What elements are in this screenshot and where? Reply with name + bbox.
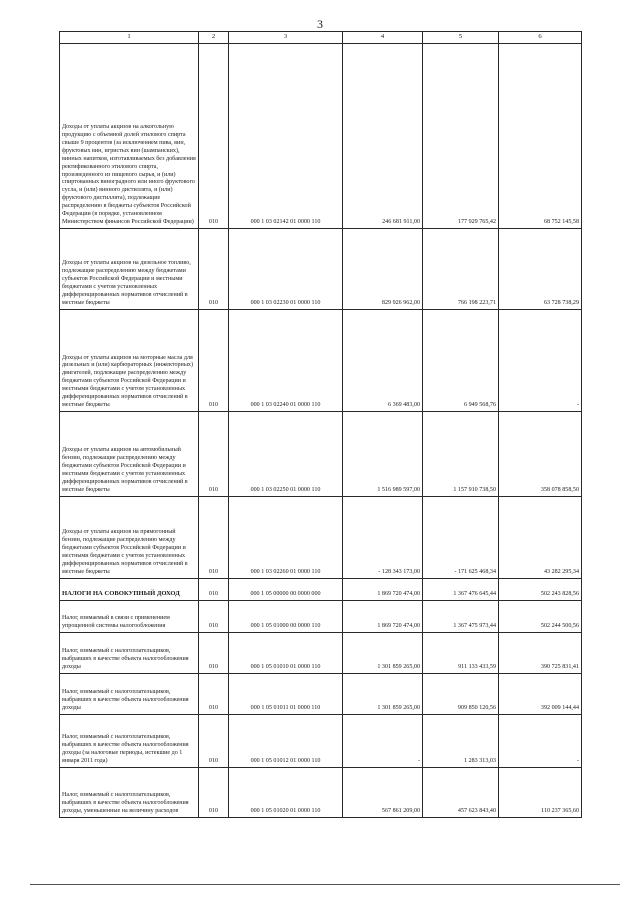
table-row — [60, 768, 582, 818]
row-budget-code: 000 1 05 01010 01 0000 110 — [229, 633, 343, 674]
row-value-col6: 502 243 828,56 — [499, 579, 582, 601]
row-value-col6: 43 282 295,34 — [499, 497, 582, 579]
page-bottom-rule — [30, 884, 620, 885]
row-value-col5: 177 929 765,42 — [423, 44, 499, 229]
table-row — [60, 674, 582, 715]
row-line-code: 010 — [199, 674, 229, 715]
row-value-col6: 390 725 831,41 — [499, 633, 582, 674]
row-value-col5: 1 367 475 973,44 — [423, 601, 499, 633]
header-col-5: 5 — [423, 32, 499, 44]
row-name: Доходы от уплаты акцизов на дизельное топливо, подлежащие распределению между бюджетами субъектов Российской Федерации и местными бюджетами с учетом установленных дифференцированных нормативов отчислений в местные бюджеты — [60, 229, 199, 310]
table-row — [60, 310, 582, 412]
row-budget-code: 000 1 05 01012 01 0000 110 — [229, 715, 343, 768]
row-name: Налог, взимаемый с налогоплательщиков, выбравших в качестве объекта налогообложения доходы — [60, 633, 199, 674]
row-value-col5: 457 623 843,40 — [423, 768, 499, 818]
row-name: Налог, взимаемый с налогоплательщиков, выбравших в качестве объекта налогообложения доходы (за налоговые периоды, истекшие до 1 января 2011 года) — [60, 715, 199, 768]
header-col-1: 1 — [60, 32, 199, 44]
row-value-col5: 909 850 120,56 — [423, 674, 499, 715]
row-value-col5: 6 949 568,76 — [423, 310, 499, 412]
row-line-code: 010 — [199, 768, 229, 818]
table-row — [60, 633, 582, 674]
page-number: 3 — [317, 17, 323, 31]
row-value-col6: 110 237 365,60 — [499, 768, 582, 818]
row-budget-code: 000 1 03 02250 01 0000 110 — [229, 412, 343, 497]
row-value-col6: 63 728 738,29 — [499, 229, 582, 310]
row-value-col4: 1 516 989 597,00 — [343, 412, 423, 497]
row-value-col4: 6 369 483,00 — [343, 310, 423, 412]
header-col-6: 6 — [499, 32, 582, 44]
table-row — [60, 44, 582, 229]
header-col-2: 2 — [199, 32, 229, 44]
row-value-col5: - 171 625 468,34 — [423, 497, 499, 579]
row-name: Налог, взимаемый с налогоплательщиков, выбравших в качестве объекта налогообложения доходы, уменьшенные на величину расходов — [60, 768, 199, 818]
row-budget-code: 000 1 05 00000 00 0000 000 — [229, 579, 343, 601]
row-line-code: 010 — [199, 412, 229, 497]
row-line-code: 010 — [199, 497, 229, 579]
row-value-col5: 766 198 223,71 — [423, 229, 499, 310]
row-value-col4: 1 301 859 265,00 — [343, 674, 423, 715]
header-row — [60, 32, 582, 44]
row-value-col4: 1 869 720 474,00 — [343, 579, 423, 601]
table-row — [60, 579, 582, 601]
row-name: Налог, взимаемый в связи с применением упрощенной системы налогообложения — [60, 601, 199, 633]
row-value-col6: - — [499, 715, 582, 768]
row-value-col5: 1 157 910 738,50 — [423, 412, 499, 497]
header-col-4: 4 — [343, 32, 423, 44]
header-col-3: 3 — [229, 32, 343, 44]
row-line-code: 010 — [199, 579, 229, 601]
row-name: Доходы от уплаты акцизов на моторные масла для дизельных и (или) карбюраторных (инжекторных) двигателей, подлежащие распределению между бюджетами субъектов Российской Федерации и местными бюджетами с учетом установленных дифференцированных нормативов отчислений в местные бюджеты — [60, 310, 199, 412]
table-row — [60, 497, 582, 579]
row-line-code: 010 — [199, 310, 229, 412]
table-row — [60, 229, 582, 310]
row-value-col4: 246 681 911,00 — [343, 44, 423, 229]
row-budget-code: 000 1 05 01011 01 0000 110 — [229, 674, 343, 715]
row-value-col6: 392 009 144,44 — [499, 674, 582, 715]
row-budget-code: 000 1 03 02240 01 0000 110 — [229, 310, 343, 412]
row-budget-code: 000 1 03 02230 01 0000 110 — [229, 229, 343, 310]
row-name: Доходы от уплаты акцизов на алкогольную продукцию с объемной долей этилового спирта свыше 9 процентов (за исключением пива, вин, фруктовых вин, игристых вин (шампанских), винных напитков, изготавливаемых без добавления ректификованного этилового спирта, произведенного из пищевого сырья, и (или) спиртованных виноградного или иного фруктового сусла, и (или) винного дистиллята, и (или) фруктового дистиллята), подлежащие распределению в бюджеты субъектов Российской Федерации (в порядке, установленном Министерством финансов Российской Федерации) — [60, 44, 199, 229]
row-budget-code: 000 1 03 02142 01 0000 110 — [229, 44, 343, 229]
row-line-code: 010 — [199, 44, 229, 229]
table-row — [60, 601, 582, 633]
row-budget-code: 000 1 05 01000 00 0000 110 — [229, 601, 343, 633]
row-value-col4: 567 861 209,00 — [343, 768, 423, 818]
row-value-col6: 358 078 858,50 — [499, 412, 582, 497]
row-value-col6: 502 244 500,56 — [499, 601, 582, 633]
row-budget-code: 000 1 03 02260 01 0000 110 — [229, 497, 343, 579]
row-name: Доходы от уплаты акцизов на автомобильный бензин, подлежащие распределению между бюджетами субъектов Российской Федерации и местными бюджетами с учетом установленных дифференцированных нормативов отчислений в местные бюджеты — [60, 412, 199, 497]
row-name: Налог, взимаемый с налогоплательщиков, выбравших в качестве объекта налогообложения доходы — [60, 674, 199, 715]
table-row — [60, 715, 582, 768]
row-value-col4: 829 926 962,00 — [343, 229, 423, 310]
table-header — [60, 32, 582, 44]
row-value-col4: - — [343, 715, 423, 768]
row-value-col4: 1 301 859 265,00 — [343, 633, 423, 674]
row-value-col4: 1 869 720 474,00 — [343, 601, 423, 633]
table-body — [60, 44, 582, 818]
row-value-col6: 68 752 145,58 — [499, 44, 582, 229]
row-line-code: 010 — [199, 601, 229, 633]
row-value-col5: 911 133 433,59 — [423, 633, 499, 674]
row-line-code: 010 — [199, 633, 229, 674]
row-value-col6: - — [499, 310, 582, 412]
row-name: Доходы от уплаты акцизов на прямогонный бензин, подлежащие распределению между бюджетами субъектов Российской Федерации и местными бюджетами с учетом установленных дифференцированных нормативов отчислений в местные бюджеты — [60, 497, 199, 579]
report-table — [59, 31, 582, 818]
table-row — [60, 412, 582, 497]
row-budget-code: 000 1 05 01020 01 0000 110 — [229, 768, 343, 818]
row-value-col5: 1 367 476 645,44 — [423, 579, 499, 601]
row-value-col4: - 128 343 173,00 — [343, 497, 423, 579]
row-name: НАЛОГИ НА СОВОКУПНЫЙ ДОХОД — [60, 579, 199, 601]
row-line-code: 010 — [199, 715, 229, 768]
row-value-col5: 1 283 313,03 — [423, 715, 499, 768]
row-line-code: 010 — [199, 229, 229, 310]
